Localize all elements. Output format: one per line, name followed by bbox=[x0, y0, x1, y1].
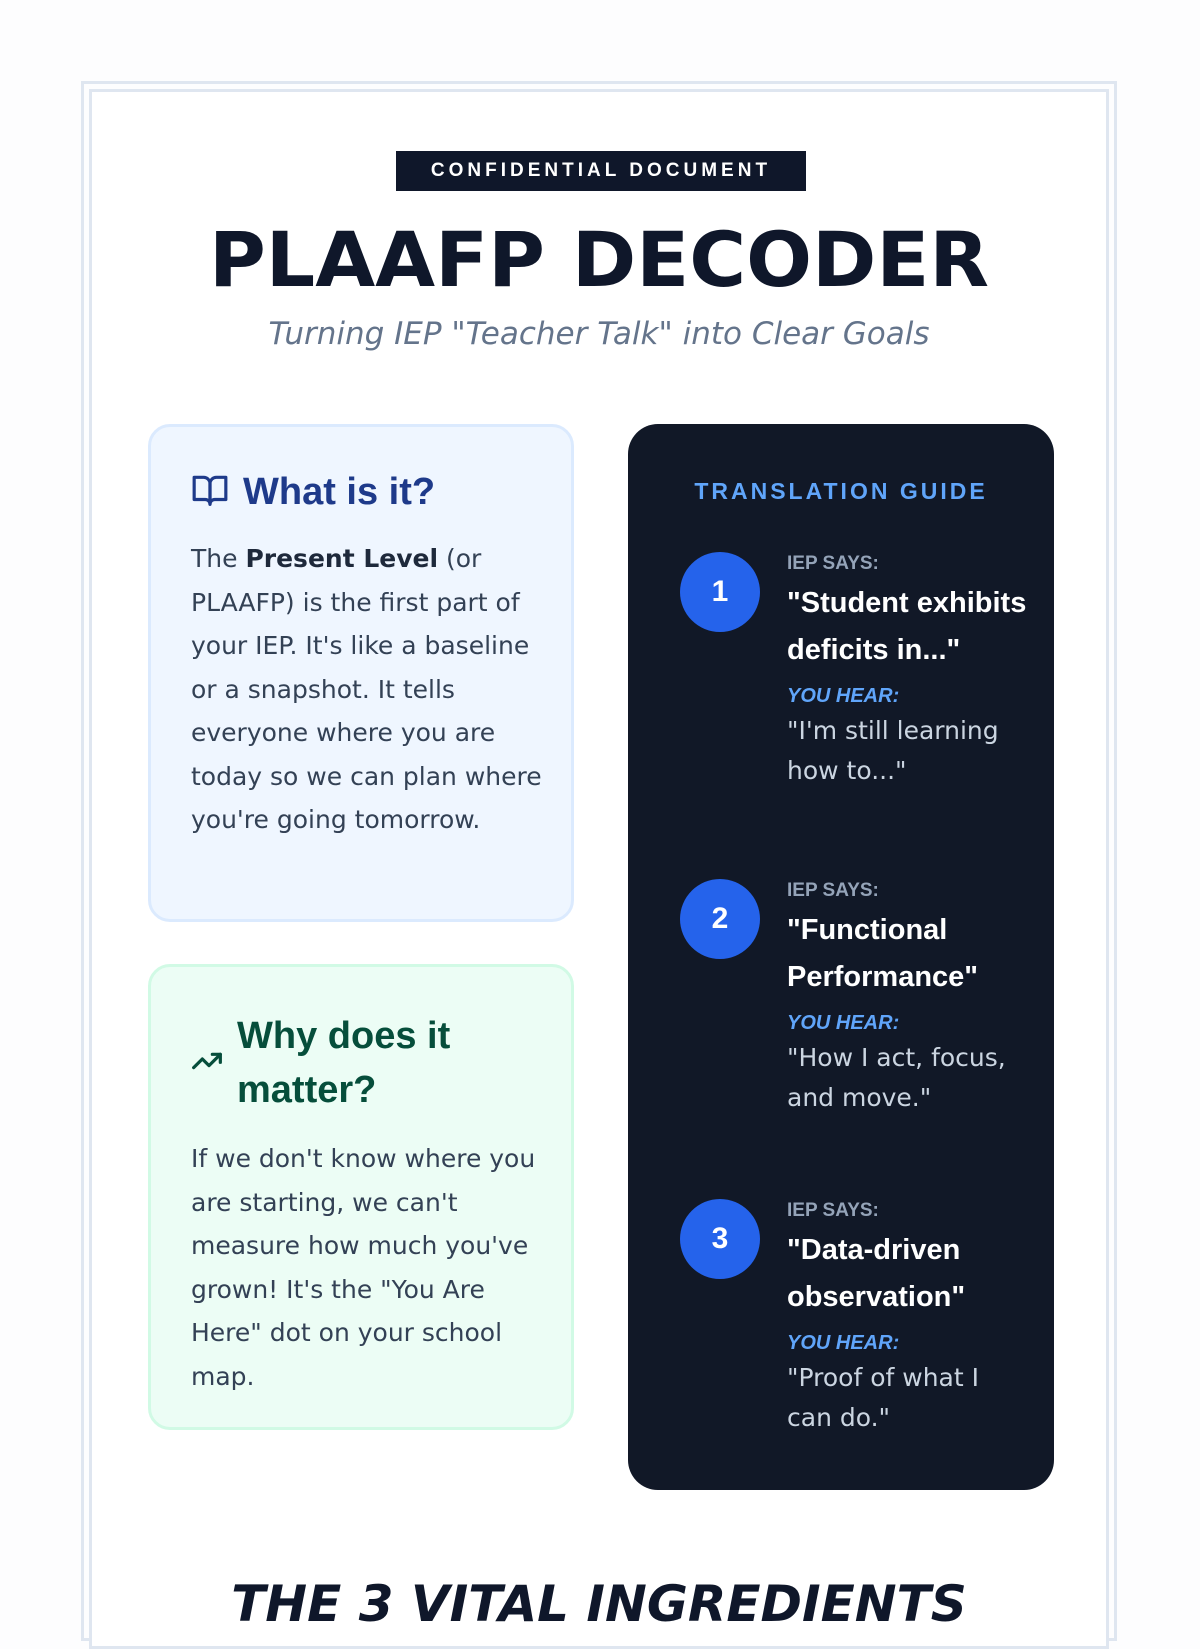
translation-guide-panel bbox=[628, 424, 1054, 1490]
what-is-it-header bbox=[191, 471, 435, 514]
what-body-post: (or PLAAFP) is the first part of your IEP. It's like a baseline or a snapshot. It tells everyone where you are today so we can plan where you're going tomorrow. bbox=[191, 544, 542, 834]
you-hear-text: "Proof of what I can do." bbox=[787, 1363, 979, 1432]
you-hear-label: YOU HEAR: bbox=[787, 1012, 900, 1034]
why-header bbox=[191, 1009, 497, 1117]
step-content bbox=[787, 879, 1027, 1118]
you-hear-label: YOU HEAR: bbox=[787, 685, 900, 707]
step-number-badge: 2 bbox=[680, 879, 760, 959]
iep-says-label: IEP SAYS: bbox=[787, 1200, 879, 1221]
you-hear-text: "How I act, focus, and move." bbox=[787, 1043, 1006, 1112]
open-book-icon bbox=[191, 471, 229, 514]
why-body: If we don't know where you are starting, we can't measure how much you've grown! It's the "You Are Here" dot on your school map. bbox=[191, 1144, 536, 1391]
iep-says-text: "Data-driven observation" bbox=[787, 1234, 966, 1313]
iep-says-text: "Functional Performance" bbox=[787, 914, 979, 993]
what-is-it-title: What is it? bbox=[243, 471, 436, 513]
what-is-it-card bbox=[148, 424, 574, 922]
iep-says-label: IEP SAYS: bbox=[787, 553, 879, 574]
what-body-bold: Present Level bbox=[245, 544, 439, 573]
what-body-pre: The bbox=[191, 544, 246, 573]
iep-says-label: IEP SAYS: bbox=[787, 880, 879, 901]
page-title: PLAAFP DECODER bbox=[208, 215, 990, 304]
what-is-it-body bbox=[191, 537, 547, 842]
you-hear-text: "I'm still learning how to..." bbox=[787, 716, 999, 785]
you-hear-label: YOU HEAR: bbox=[787, 1332, 900, 1354]
translation-guide-title: TRANSLATION GUIDE bbox=[694, 478, 988, 504]
page-subtitle: Turning IEP "Teacher Talk" into Clear Goals bbox=[268, 316, 930, 352]
trending-up-icon bbox=[191, 1045, 223, 1082]
vital-ingredients-heading: THE 3 VITAL INGREDIENTS bbox=[231, 1575, 967, 1633]
step-number-badge: 3 bbox=[680, 1199, 760, 1279]
why-does-it-matter-card bbox=[148, 964, 574, 1430]
iep-says-text: "Student exhibits deficits in..." bbox=[787, 587, 1027, 666]
why-title: Why does it matter? bbox=[237, 1015, 451, 1111]
step-number-badge: 1 bbox=[680, 552, 760, 632]
step-content bbox=[787, 1199, 1027, 1438]
step-content bbox=[787, 552, 1027, 791]
confidential-badge: CONFIDENTIAL DOCUMENT bbox=[396, 151, 806, 191]
